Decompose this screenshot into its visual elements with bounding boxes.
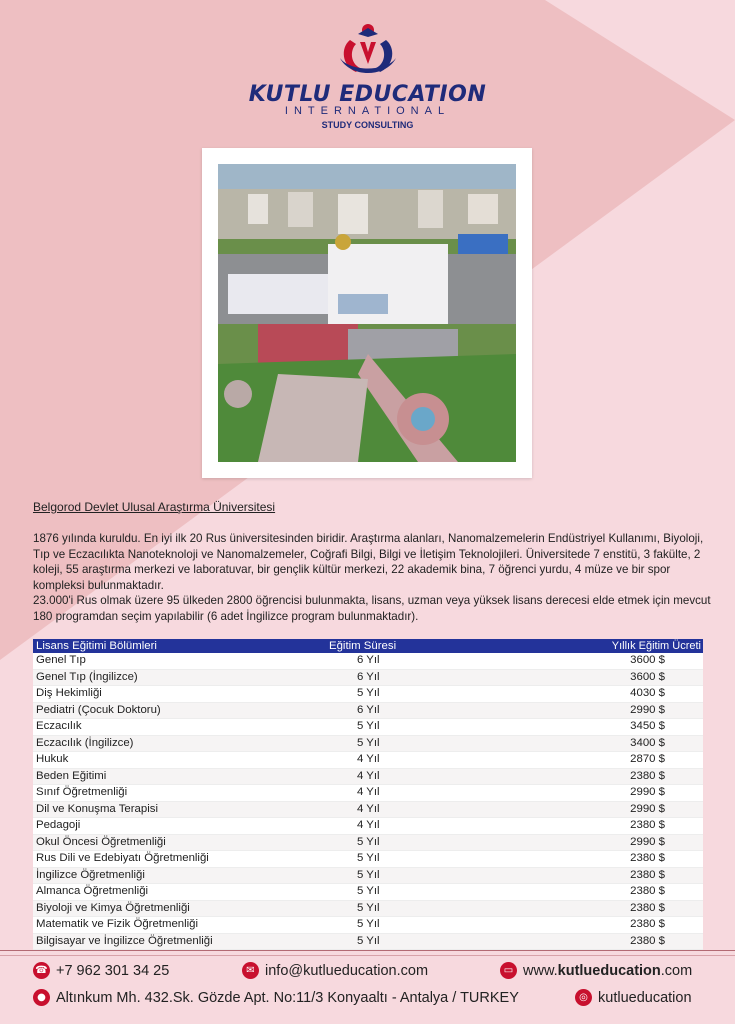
table-row [33, 669, 703, 686]
program-cell: Bilgisayar ve İngilizce Öğretmenliği [33, 933, 329, 950]
program-cell: Hukuk [33, 752, 329, 769]
footer-divider [0, 955, 735, 956]
fee-cell: 3450 $ [502, 719, 703, 736]
table-row [33, 752, 703, 769]
header-program: Lisans Eğitimi Bölümleri [33, 639, 329, 653]
phone-text: +7 962 301 34 25 [56, 962, 170, 979]
program-cell: Eczacılık [33, 719, 329, 736]
table-row [33, 719, 703, 736]
web-text: www.kutlueducation.com [523, 962, 693, 979]
fee-cell: 2380 $ [502, 917, 703, 934]
program-cell: Matematik ve Fizik Öğretmenliği [33, 917, 329, 934]
duration-cell: 5 Yıl [329, 735, 502, 752]
duration-cell: 6 Yıl [329, 653, 502, 669]
web-icon: ▭ [500, 962, 517, 979]
footer-divider [0, 950, 735, 951]
table-row [33, 818, 703, 835]
program-cell: Biyoloji ve Kimya Öğretmenliği [33, 900, 329, 917]
duration-cell: 4 Yıl [329, 801, 502, 818]
description-paragraph: 1876 yılında kuruldu. En iyi ilk 20 Rus üniversitesinden biridir. Araştırma alanları, Nanomalzemelerin Endüstriyel Kullanımı, Biyoloji, Tıp ve Eczacılıkta Nanoteknoloji ve Nanomalzemeler, Coğrafi Bilgi, Bilgi ve İletişim Teknolojileri. Üniversitede 7 enstitü, 3 fakülte, 2 koleji, 55 araştırma merkezi ve laboratuvar, bir gençlik kültür merkezi, 22 akademik bina, 7 öğrenci yurdu, 4 müze ve bir spor kompleksi bulunmaktadır. [33, 532, 704, 592]
brand-tagline: INTERNATIONAL [284, 105, 451, 117]
duration-cell: 6 Yıl [329, 702, 502, 719]
program-cell: Genel Tıp [33, 653, 329, 669]
location-icon: ● [33, 989, 50, 1006]
program-cell: İngilizce Öğretmenliği [33, 867, 329, 884]
table-row [33, 702, 703, 719]
table-row [33, 653, 703, 669]
duration-cell: 5 Yıl [329, 867, 502, 884]
fee-cell: 2990 $ [502, 834, 703, 851]
program-cell: Eczacılık (İngilizce) [33, 735, 329, 752]
fee-cell: 2990 $ [502, 702, 703, 719]
duration-cell: 4 Yıl [329, 768, 502, 785]
duration-cell: 5 Yıl [329, 851, 502, 868]
table-row [33, 867, 703, 884]
brand-name: KUTLU EDUCATION [248, 82, 487, 107]
table-row [33, 851, 703, 868]
program-cell: Beden Eğitimi [33, 768, 329, 785]
email-text: info@kutlueducation.com [265, 962, 429, 979]
phone-icon: ☎ [33, 962, 50, 979]
instagram-text: kutlueducation [598, 989, 692, 1006]
program-cell: Diş Hekimliği [33, 686, 329, 703]
logo-emblem-icon [200, 18, 535, 82]
table-body [33, 653, 703, 950]
table-row [33, 785, 703, 802]
fee-cell: 2380 $ [502, 851, 703, 868]
program-cell: Almanca Öğretmenliği [33, 884, 329, 901]
university-name: Belgorod Devlet Ulusal Araştırma Üniversitesi [33, 500, 276, 514]
duration-cell: 4 Yıl [329, 785, 502, 802]
table-row [33, 834, 703, 851]
fee-cell: 3600 $ [502, 669, 703, 686]
contact-email[interactable] [242, 962, 428, 979]
contact-phone[interactable] [33, 962, 169, 979]
fee-cell: 4030 $ [502, 686, 703, 703]
instagram-icon: ◎ [575, 989, 592, 1006]
fee-cell: 2990 $ [502, 801, 703, 818]
program-cell: Genel Tıp (İngilizce) [33, 669, 329, 686]
email-icon: ✉ [242, 962, 259, 979]
fee-cell: 2380 $ [502, 867, 703, 884]
fee-cell: 2380 $ [502, 818, 703, 835]
duration-cell: 5 Yıl [329, 917, 502, 934]
fee-cell: 2870 $ [502, 752, 703, 769]
fee-cell: 2380 $ [502, 884, 703, 901]
fee-cell: 3400 $ [502, 735, 703, 752]
table-row [33, 801, 703, 818]
programs-table [33, 639, 703, 950]
fee-cell: 2380 $ [502, 768, 703, 785]
duration-cell: 5 Yıl [329, 719, 502, 736]
description-paragraph: 23.000'i Rus olmak üzere 95 ülkeden 2800 öğrencisi bulunmakta, lisans, uzman veya yüksek lisans derecesi elde etmek için mevcut 180 programdan seçim yapılabilir (6 adet İngilizce program bulunmaktadır). [33, 594, 711, 623]
duration-cell: 5 Yıl [329, 686, 502, 703]
university-description [33, 531, 713, 625]
brand-subtitle: STUDY CONSULTING [321, 120, 414, 130]
duration-cell: 4 Yıl [329, 818, 502, 835]
fee-cell: 3600 $ [502, 653, 703, 669]
header-fee: Yıllık Eğitim Ücreti [502, 639, 703, 653]
fee-cell: 2380 $ [502, 933, 703, 950]
duration-cell: 5 Yıl [329, 900, 502, 917]
program-cell: Rus Dili ve Edebiyatı Öğretmenliği [33, 851, 329, 868]
duration-cell: 5 Yıl [329, 884, 502, 901]
duration-cell: 4 Yıl [329, 752, 502, 769]
logo [200, 18, 535, 138]
campus-photo-frame [202, 148, 532, 478]
table-row [33, 900, 703, 917]
header-duration: Eğitim Süresi [329, 639, 502, 653]
contact-website[interactable] [500, 962, 692, 979]
program-cell: Sınıf Öğretmenliği [33, 785, 329, 802]
table-row [33, 768, 703, 785]
duration-cell: 5 Yıl [329, 834, 502, 851]
program-cell: Okul Öncesi Öğretmenliği [33, 834, 329, 851]
table-row [33, 933, 703, 950]
program-cell: Dil ve Konuşma Terapisi [33, 801, 329, 818]
campus-photo [218, 164, 516, 462]
duration-cell: 5 Yıl [329, 933, 502, 950]
table-row [33, 884, 703, 901]
contact-address [33, 989, 519, 1006]
table-row [33, 735, 703, 752]
table-header-row [33, 639, 703, 653]
address-text: Altınkum Mh. 432.Sk. Gözde Apt. No:11/3 Konyaaltı - Antalya / TURKEY [56, 989, 519, 1006]
fee-cell: 2380 $ [502, 900, 703, 917]
fee-cell: 2990 $ [502, 785, 703, 802]
duration-cell: 6 Yıl [329, 669, 502, 686]
program-cell: Pedagoji [33, 818, 329, 835]
contact-instagram[interactable] [575, 989, 692, 1006]
table-row [33, 917, 703, 934]
program-cell: Pediatri (Çocuk Doktoru) [33, 702, 329, 719]
table-row [33, 686, 703, 703]
